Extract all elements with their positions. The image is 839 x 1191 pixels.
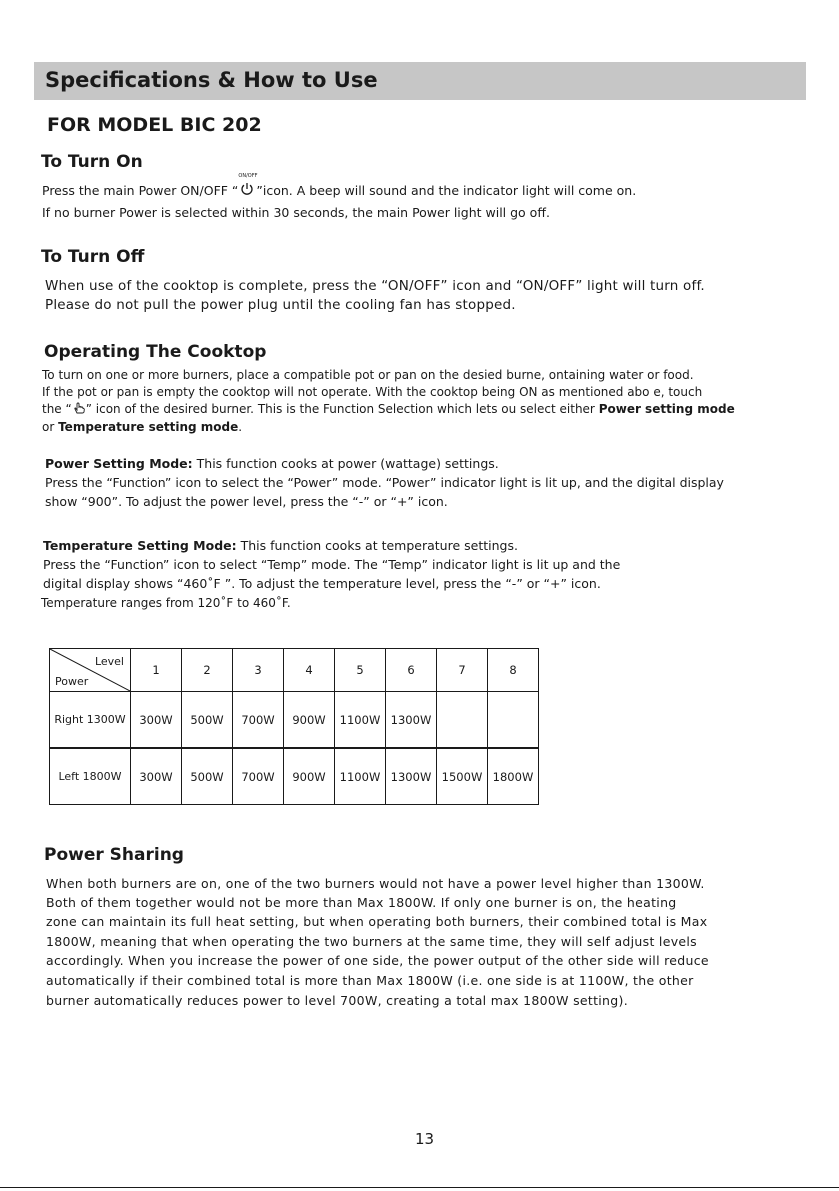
- operating-line-2: If the pot or pan is empty the cooktop will not operate. With the cooktop being ON as mentioned abo e, touch: [42, 385, 703, 399]
- table-cell: 1100W: [335, 692, 386, 749]
- table-row: [50, 748, 539, 805]
- operating-line-4: [42, 420, 242, 434]
- table-row: [50, 692, 539, 749]
- table-corner-cell: [50, 649, 131, 692]
- table-cell: [437, 692, 488, 749]
- corner-level-label: Level: [94, 655, 124, 668]
- temp-mode-line-4: Temperature ranges from 120˚F to 460˚F.: [41, 596, 291, 610]
- level-header: 5: [335, 649, 386, 692]
- turn-on-line-1: [42, 173, 637, 198]
- table-cell: 1800W: [488, 748, 539, 805]
- level-header: 1: [131, 649, 182, 692]
- power-sharing-line: burner automatically reduces power to level 700W, creating a total max 1800W setting).: [46, 993, 628, 1008]
- turn-on-line-2: If no burner Power is selected within 30 seconds, the main Power light will go off.: [42, 205, 550, 220]
- table-cell: 700W: [233, 748, 284, 805]
- operating-text-a: the “: [42, 402, 72, 416]
- turn-off-line-2: Please do not pull the power plug until the cooling fan has stopped.: [45, 297, 516, 313]
- operating-heading: Operating The Cooktop: [44, 342, 267, 362]
- turn-off-line-1: When use of the cooktop is complete, press the “ON/OFF” icon and “ON/OFF” light will turn off.: [45, 278, 705, 294]
- operating-text-c: or: [42, 420, 59, 434]
- power-icon-label: ON/OFF: [238, 173, 258, 179]
- power-mode-line-1: [45, 456, 499, 471]
- model-heading: FOR MODEL BIC 202: [47, 114, 262, 136]
- page-bottom-rule: [0, 1187, 839, 1188]
- level-header: 3: [233, 649, 284, 692]
- table-cell: 1300W: [386, 692, 437, 749]
- corner-power-label: Power: [55, 675, 89, 688]
- table-cell: 300W: [131, 692, 182, 749]
- operating-text-d: .: [238, 420, 243, 434]
- table-cell: 900W: [284, 692, 335, 749]
- power-sharing-line: 1800W, meaning that when operating the two burners at the same time, they will self adjust levels: [46, 934, 697, 949]
- operating-line-3: [42, 402, 735, 416]
- power-mode-text: This function cooks at power (wattage) settings.: [192, 456, 499, 471]
- power-sharing-line: When both burners are on, one of the two burners would not have a power level higher than 1300W.: [46, 876, 705, 891]
- row-label: Right 1300W: [50, 692, 131, 749]
- page-title: Specifications & How to Use: [45, 68, 378, 92]
- level-header: 2: [182, 649, 233, 692]
- table-cell: 900W: [284, 748, 335, 805]
- table-cell: 500W: [182, 748, 233, 805]
- power-mode-line-3: show “900”. To adjust the power level, press the “-” or “+” icon.: [45, 494, 448, 509]
- power-setting-mode-term: Power setting mode: [598, 402, 735, 416]
- power-icon: [238, 173, 258, 196]
- power-sharing-heading: Power Sharing: [44, 845, 184, 865]
- operating-line-1: To turn on one or more burners, place a compatible pot or pan on the desied burne, ontaining water or food.: [42, 368, 694, 382]
- power-mode-label: Power Setting Mode:: [45, 456, 193, 471]
- power-mode-line-2: Press the “Function” icon to select the “Power” mode. “Power” indicator light is lit up, and the digital display: [45, 475, 724, 490]
- power-sharing-line: automatically if their combined total is more than Max 1800W (i.e. one side is at 1100W, the other: [46, 973, 694, 988]
- level-header: 4: [284, 649, 335, 692]
- temp-mode-label: Temperature Setting Mode:: [43, 538, 237, 553]
- temperature-setting-mode-term: Temperature setting mode: [58, 420, 239, 434]
- level-header: 7: [437, 649, 488, 692]
- turn-off-heading: To Turn Off: [41, 247, 145, 267]
- power-sharing-line: Both of them together would not be more than Max 1800W. If only one burner is on, the heating: [46, 895, 677, 910]
- power-level-table: [49, 648, 539, 805]
- table-cell: 500W: [182, 692, 233, 749]
- level-header: 6: [386, 649, 437, 692]
- turn-on-text-b: ”icon. A beep will sound and the indicator light will come on.: [256, 183, 637, 198]
- table-cell: 1300W: [386, 748, 437, 805]
- temp-mode-text: This function cooks at temperature settings.: [236, 538, 518, 553]
- power-sharing-line: accordingly. When you increase the power of one side, the power output of the other side will reduce: [46, 953, 709, 968]
- turn-on-heading: To Turn On: [41, 152, 143, 172]
- hand-icon: [72, 402, 86, 414]
- turn-on-text-a: Press the main Power ON/OFF “: [42, 183, 239, 198]
- row-label: Left 1800W: [50, 748, 131, 805]
- table-header-row: [50, 649, 539, 692]
- table-cell: 700W: [233, 692, 284, 749]
- page-number: 13: [415, 1130, 435, 1148]
- power-sharing-line: zone can maintain its full heat setting, but when operating both burners, their combined total is Max: [46, 914, 708, 929]
- temp-mode-line-3: digital display shows “460˚F ”. To adjust the temperature level, press the “-” or “+” icon.: [43, 576, 601, 591]
- table-cell: 1500W: [437, 748, 488, 805]
- temp-mode-line-2: Press the “Function” icon to select “Temp” mode. The “Temp” indicator light is lit up and the: [43, 557, 621, 572]
- table-cell: 1100W: [335, 748, 386, 805]
- temp-mode-line-1: [43, 538, 518, 553]
- table-cell: 300W: [131, 748, 182, 805]
- level-header: 8: [488, 649, 539, 692]
- table-cell: [488, 692, 539, 749]
- operating-text-b: ” icon of the desired burner. This is the Function Selection which lets ou select either: [85, 402, 599, 416]
